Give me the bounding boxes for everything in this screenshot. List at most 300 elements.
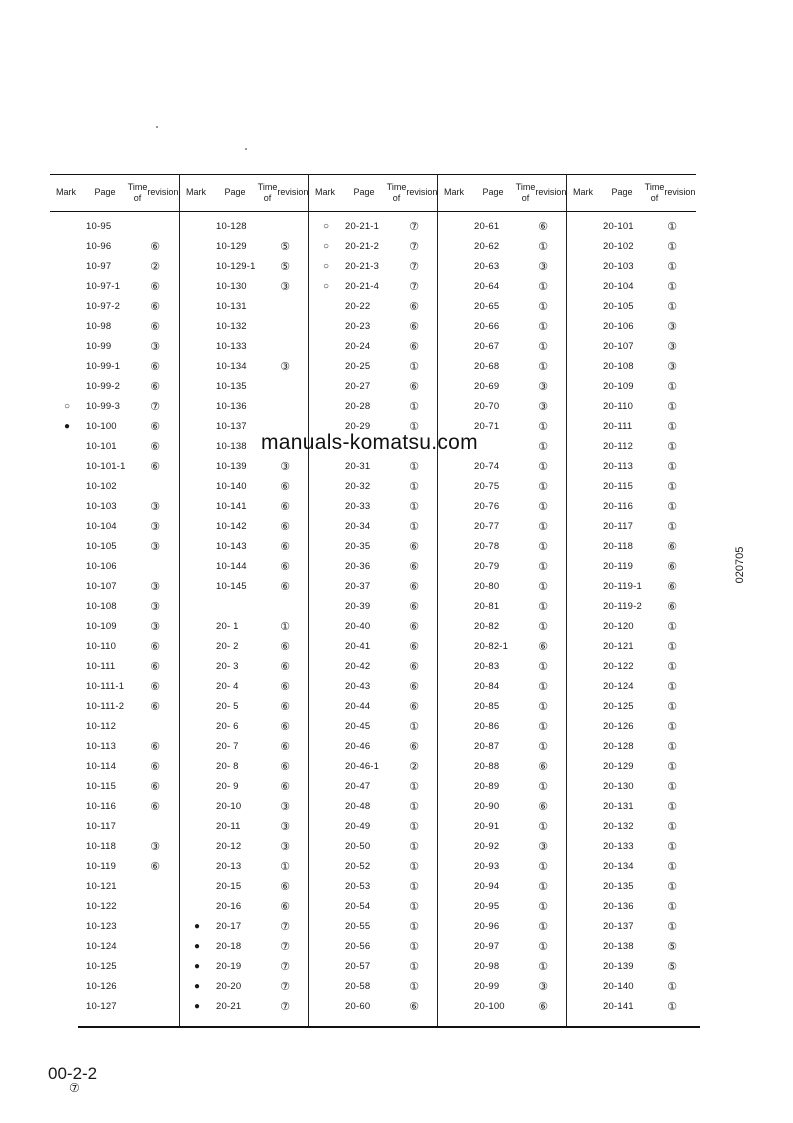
revision-mark [54,537,80,557]
revision-mark: ○ [63,401,71,412]
table-row [50,937,179,957]
table-row [50,317,179,337]
table-row [567,797,696,817]
revision-mark [571,557,597,577]
table-row [567,497,696,517]
revision-mark: ● [193,941,201,952]
revision-mark [571,417,597,437]
page-ref: 20-117 [603,521,634,532]
revision-number: ③ [150,621,160,633]
table-row [567,937,696,957]
table-row [567,417,696,437]
page-ref: 20-46-1 [345,761,380,772]
revision-mark: ○ [322,241,330,252]
revision-number: ⑥ [667,541,677,553]
header-page: Page [94,187,116,197]
revision-number [275,377,295,397]
revision-number: ⑥ [150,241,160,253]
revision-number: ① [538,241,548,253]
table-row [309,657,438,677]
revision-mark [54,437,80,457]
revision-mark [54,517,80,537]
revision-number: ① [409,461,419,473]
revision-mark [571,597,597,617]
page-ref: 20-61 [474,221,500,232]
revision-number: ③ [150,841,160,853]
header-revision-line1: Time of [515,181,536,203]
column-header [309,174,438,211]
page-ref [216,597,264,617]
revision-number: ① [409,801,419,813]
revision-number: ⑤ [280,261,290,273]
table-row [438,777,567,797]
page-ref: 20-39 [345,601,371,612]
revision-number: ① [667,981,677,993]
page-ref: 10-138 [216,441,247,452]
revision-mark [442,337,468,357]
revision-number: ① [538,961,548,973]
revision-mark [184,317,210,337]
revision-number [145,817,165,837]
page-ref: 20-66 [474,321,500,332]
page-ref: 20- 5 [216,701,239,712]
page-ref: 20-35 [345,541,371,552]
page-ref: 10-111 [86,661,116,672]
revision-mark [313,577,339,597]
revision-mark [442,257,468,277]
table-row [567,877,696,897]
page-ref: 20-113 [603,461,634,472]
table-row [438,577,567,597]
page-ref: 20-23 [345,321,371,332]
revision-number: ① [538,421,548,433]
revision-number: ⑥ [150,381,160,393]
table-row [180,857,309,877]
revision-mark [54,837,80,857]
revision-mark [54,777,80,797]
revision-number: ① [538,901,548,913]
page-ref: 20-133 [603,841,634,852]
revision-number: ① [667,381,677,393]
revision-mark [184,477,210,497]
revision-number: ⑤ [667,961,677,973]
revision-mark [184,397,210,417]
revision-number: ⑥ [280,501,290,513]
revision-mark [313,817,339,837]
table-row [180,317,309,337]
table-row [50,257,179,277]
revision-number [145,217,165,237]
revision-mark [571,377,597,397]
revision-mark [442,277,468,297]
table-row [180,497,309,517]
revision-number: ① [538,461,548,473]
table-row [50,337,179,357]
header-revision-line1: Time of [127,181,148,203]
revision-mark [313,937,339,957]
revision-mark [184,457,210,477]
page-ref: 20-67 [474,341,500,352]
revision-mark [571,237,597,257]
revision-mark [442,577,468,597]
column-header [438,174,567,211]
page-ref: 20-82 [474,621,500,632]
revision-number: ① [667,841,677,853]
revision-number: ① [667,801,677,813]
table-row [50,437,179,457]
revision-mark [184,617,210,637]
revision-number: ① [409,881,419,893]
table-row [567,597,696,617]
revision-mark [313,517,339,537]
page-ref: 10-97-2 [86,301,121,312]
revision-mark [442,677,468,697]
table-row [567,957,696,977]
page-ref: 20-52 [345,861,371,872]
revision-number: ① [667,241,677,253]
revision-mark [313,777,339,797]
page-ref: 20-32 [345,481,371,492]
revision-mark [54,597,80,617]
page-ref: 20-64 [474,281,500,292]
table-row [180,717,309,737]
page-ref: 10-99 [86,341,112,352]
page-ref: 20-101 [603,221,634,232]
page-ref: 10-99-3 [86,401,121,412]
table-row [50,277,179,297]
table-row [309,237,438,257]
revision-mark [442,797,468,817]
revision-mark [571,317,597,337]
revision-mark [313,457,339,477]
revision-number: ① [667,221,677,233]
revision-number: ③ [538,381,548,393]
revision-mark [54,637,80,657]
table-row [309,797,438,817]
table-row [309,397,438,417]
table-row [309,737,438,757]
revision-number: ③ [280,361,290,373]
revision-mark [571,997,597,1017]
page-ref: 10-114 [86,761,117,772]
table-row [180,237,309,257]
revision-mark [442,377,468,397]
table-row [50,217,179,237]
column-rows [50,217,179,1017]
page-ref: 20-89 [474,781,500,792]
revision-number: ① [667,401,677,413]
revision-number: ⑥ [280,521,290,533]
revision-number: ⑦ [409,241,419,253]
revision-mark [442,957,468,977]
revision-number: ① [538,601,548,613]
table-row [438,737,567,757]
revision-number: ① [409,821,419,833]
table-row [180,917,309,937]
revision-number: ③ [538,401,548,413]
revision-number [145,717,165,737]
page-ref: 20-11 [216,821,241,832]
page-ref: 20-43 [345,681,371,692]
revision-number: ① [538,881,548,893]
revision-mark: ● [193,961,201,972]
table-row [309,677,438,697]
revision-number: ③ [667,341,677,353]
revision-mark [184,777,210,797]
revision-number: ① [667,721,677,733]
revision-number: ① [409,721,419,733]
page-ref: 20- 1 [216,621,239,632]
revision-mark [571,437,597,457]
revision-number: ⑥ [150,741,160,753]
table-row [309,837,438,857]
table-row [180,557,309,577]
revision-mark [442,617,468,637]
table-row [438,837,567,857]
table-row [180,457,309,477]
column-header [180,174,309,211]
revision-mark [184,237,210,257]
header-revision [645,174,695,211]
revision-number [145,997,165,1017]
revision-mark [571,817,597,837]
table-row [567,377,696,397]
page-ref: 10-117 [86,821,117,832]
table-row [567,297,696,317]
revision-number: ① [667,281,677,293]
revision-number [145,477,165,497]
revision-number [145,877,165,897]
table-row [567,997,696,1017]
page-ref: 20-58 [345,981,371,992]
revision-mark [54,677,80,697]
header-mark: Mark [444,187,464,197]
table-row [309,557,438,577]
page-number: 00-2-2 [48,1064,98,1083]
revision-mark [313,617,339,637]
revision-number: ① [538,541,548,553]
revision-number: ⑦ [150,401,160,413]
header-revision-line1: Time of [644,181,665,203]
table-row [438,657,567,677]
page-ref: 20-126 [603,721,634,732]
revision-number: ⑥ [150,301,160,313]
table-row [438,677,567,697]
page-ref: 20-78 [474,541,500,552]
revision-mark [442,477,468,497]
table-row [180,217,309,237]
revision-mark [442,877,468,897]
table-row [180,817,309,837]
revision-number: ⑦ [409,281,419,293]
page-ref: 10-111-2 [86,701,125,712]
page-ref: 20-44 [345,701,371,712]
table-row [438,797,567,817]
page-ref: 10-130 [216,281,247,292]
page-ref: 20-25 [345,361,371,372]
revision-number: ⑥ [150,701,160,713]
revision-mark [184,337,210,357]
revision-number [275,397,295,417]
page-ref: 20-119 [603,561,634,572]
revision-number: ⑥ [409,341,419,353]
revision-number: ⑥ [409,641,419,653]
page-ref: 10-122 [86,901,117,912]
revision-number: ③ [150,501,160,513]
table-row [50,537,179,557]
table-row [567,517,696,537]
header-page: Page [224,187,246,197]
revision-mark: ○ [322,281,330,292]
revision-mark [54,737,80,757]
revision-mark [54,757,80,777]
table-row [309,477,438,497]
revision-mark [571,577,597,597]
table-row [180,517,309,537]
page-ref: 20-75 [474,481,500,492]
scan-speck [245,148,247,150]
table-row [438,757,567,777]
table-row [309,957,438,977]
revision-number: ⑥ [409,541,419,553]
page-ref: 20-22 [345,301,371,312]
page-ref: 20-96 [474,921,500,932]
revision-mark [313,857,339,877]
revision-mark [184,497,210,517]
revision-number [275,217,295,237]
revision-number: ② [150,261,160,273]
table-row [50,237,179,257]
table-row [180,357,309,377]
page-ref: 20- 4 [216,681,239,692]
revision-mark [54,577,80,597]
revision-number: ⑥ [538,221,548,233]
revision-number: ⑥ [150,641,160,653]
table-row [309,937,438,957]
table-row [438,937,567,957]
revision-number: ① [409,361,419,373]
page-ref: 20-116 [603,501,634,512]
page-ref: 20-21-4 [345,281,380,292]
table-row [50,417,179,437]
revision-mark [571,297,597,317]
revision-number: ⑥ [280,681,290,693]
page-ref: 20-48 [345,801,371,812]
revision-number: ① [667,521,677,533]
revision-number: ① [409,901,419,913]
revision-mark [442,297,468,317]
revision-mark: ● [193,1001,201,1012]
watermark: manuals-komatsu.com [261,431,478,454]
header-revision-line2: revision [147,187,179,197]
revision-number: ① [667,901,677,913]
table-row [180,277,309,297]
revision-number: ① [667,661,677,673]
revision-number: ⑥ [280,581,290,593]
table-row [50,377,179,397]
page-ref: 10-103 [86,501,117,512]
page-ref: 20-15 [216,881,242,892]
page-ref: 10-113 [86,741,117,752]
page-ref: 20-111 [603,421,633,432]
table-row [309,297,438,317]
table-row [438,597,567,617]
page-ref: 20-98 [474,961,500,972]
revision-mark [442,997,468,1017]
revision-number: ① [538,281,548,293]
revision-mark [184,277,210,297]
header-revision-line2: revision [535,187,567,197]
table-row [309,457,438,477]
table-row [438,817,567,837]
table-row [180,297,309,317]
revision-number: ① [538,561,548,573]
table-row [567,617,696,637]
revision-mark [54,477,80,497]
table-row [438,897,567,917]
table-row [567,357,696,377]
revision-number: ① [538,701,548,713]
table-row [567,397,696,417]
revision-mark [54,357,80,377]
revision-mark [571,617,597,637]
revision-mark [571,977,597,997]
revision-number: ① [667,261,677,273]
revision-number: ① [280,861,290,873]
revision-number: ③ [150,601,160,613]
page-ref: 20-97 [474,941,500,952]
table-row [309,817,438,837]
table-row [567,277,696,297]
page-ref: 20-60 [345,1001,371,1012]
page-ref: 20-139 [603,961,634,972]
page-ref: 10-119 [86,861,117,872]
revision-number: ③ [150,581,160,593]
page-ref: 20-68 [474,361,500,372]
table-row [309,697,438,717]
revision-mark [313,717,339,737]
revision-mark [571,697,597,717]
page-ref: 20-90 [474,801,500,812]
page-ref: 10-115 [86,781,117,792]
revision-number: ⑥ [409,741,419,753]
page-ref: 10-96 [86,241,112,252]
table-row [438,297,567,317]
revision-number: ① [538,861,548,873]
table-column [437,174,567,1026]
table-row [438,957,567,977]
page-ref: 10-99-1 [86,361,121,372]
table-row [438,717,567,737]
table-row [567,217,696,237]
revision-number: ① [667,501,677,513]
page-ref: 20-29 [345,421,371,432]
revision-mark [442,497,468,517]
page-ref: 10-116 [86,801,117,812]
revision-mark: ○ [322,261,330,272]
revision-number: ⑥ [150,441,160,453]
page-ref: 20-135 [603,881,634,892]
table-row [309,337,438,357]
revision-number: ⑥ [150,861,160,873]
revision-number: ① [409,841,419,853]
revision-mark [184,217,210,237]
page-ref: 20-103 [603,261,634,272]
table-row [309,877,438,897]
revision-mark [184,797,210,817]
table-row [438,257,567,277]
revision-number [275,317,295,337]
